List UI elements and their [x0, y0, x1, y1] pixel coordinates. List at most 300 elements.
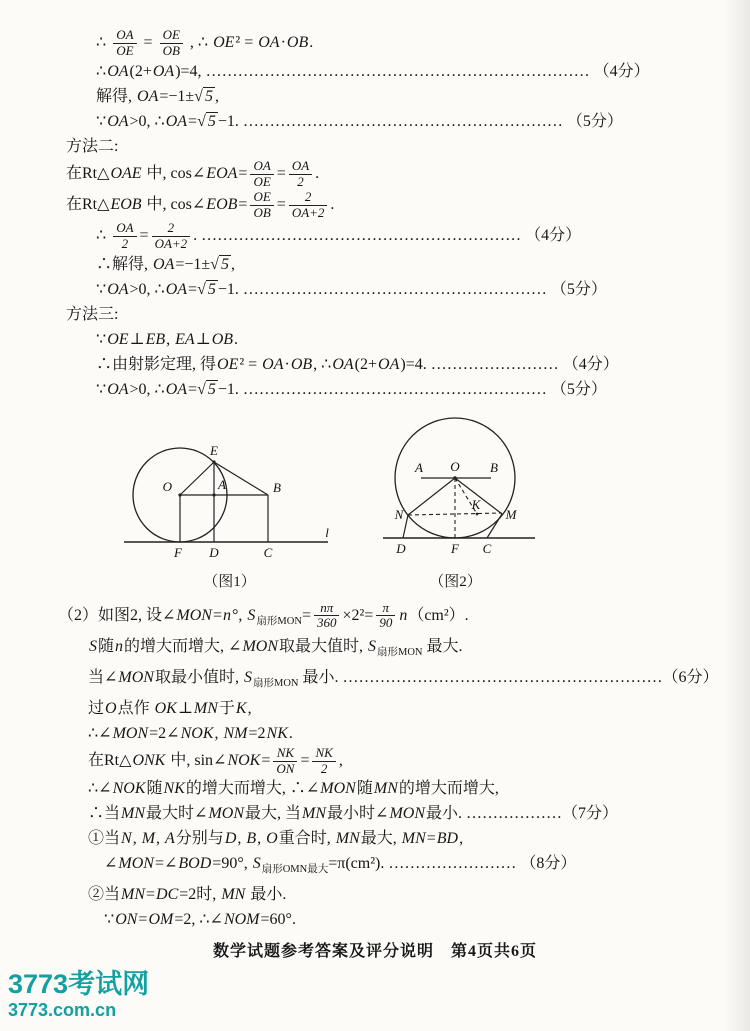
radical-sign: √ — [210, 255, 219, 273]
fig2-label-A: A — [415, 459, 423, 475]
math-variable: BD — [436, 830, 459, 848]
fig1-label-D: D — [209, 544, 219, 560]
subscript: 扇形OMN最大 — [261, 864, 329, 876]
content-line — [96, 277, 708, 302]
math-text: ∵ — [96, 330, 107, 348]
math-variable: S — [89, 637, 97, 655]
math-text: 过 — [88, 699, 105, 717]
math-text: = — [212, 606, 223, 624]
fraction-denominator: OE — [116, 42, 134, 58]
solution-lines-bottom — [58, 599, 719, 933]
radical-sign: √ — [194, 87, 203, 105]
radical-sign: √ — [197, 380, 206, 398]
math-text: (2+ — [129, 62, 152, 80]
radicand: 5 — [207, 112, 216, 130]
math-variable: OK — [154, 699, 177, 717]
math-variable: OA — [107, 112, 129, 130]
math-text: 在Rt△ — [66, 195, 110, 213]
math-variable: S — [244, 668, 252, 686]
math-text: , — [257, 830, 266, 848]
math-variable: OA — [153, 255, 175, 273]
content-line — [66, 190, 708, 221]
math-text: 中, sin∠ — [166, 751, 227, 769]
math-variable: OB — [290, 355, 313, 373]
math-text: . — [309, 34, 314, 52]
content-line — [96, 59, 708, 84]
math-text: ∴ — [96, 226, 111, 244]
content-line — [96, 252, 708, 277]
math-text: 当∠ — [88, 668, 118, 686]
math-variable: MON — [208, 805, 244, 823]
math-text: = — [261, 751, 271, 769]
figures-row — [122, 410, 708, 591]
math-text: …………………………………………………… — [342, 668, 663, 686]
math-variable: OA — [332, 355, 354, 373]
math-text: （2）如图2, 设∠ — [58, 606, 176, 624]
math-variable: MON — [389, 805, 425, 823]
math-text: = — [300, 751, 310, 769]
math-text: . — [315, 164, 320, 182]
math-text: （cm²）. — [408, 606, 469, 624]
math-variable: DC — [156, 886, 179, 904]
math-text: , — [230, 255, 235, 273]
fraction-denominator: OA+2 — [291, 204, 325, 220]
content-line — [96, 221, 708, 252]
math-text: . — [330, 195, 335, 213]
math-text: · — [280, 34, 286, 52]
math-text: （5分） — [546, 380, 607, 398]
math-text: ①当 — [88, 830, 121, 848]
math-text: , — [237, 830, 246, 848]
math-text: =60°. — [260, 911, 296, 929]
math-variable: MON — [320, 780, 356, 798]
content-line — [96, 28, 708, 59]
math-text: = — [146, 886, 156, 904]
fraction — [273, 746, 297, 777]
math-variable: OE — [107, 330, 129, 348]
math-text: , — [156, 830, 165, 848]
figure-2-caption: （图2） — [429, 573, 482, 590]
math-text: ×2²= — [342, 606, 374, 624]
math-text: 最大时∠ — [146, 805, 208, 823]
fraction-denominator: 90 — [379, 615, 393, 631]
math-text: 取最小值时, — [154, 668, 243, 686]
content-line — [88, 776, 708, 801]
fraction-numerator: nπ — [314, 601, 340, 617]
math-text: …………………… — [430, 355, 559, 373]
math-text: =90°, — [212, 855, 252, 873]
content-line — [88, 696, 708, 721]
math-text: 最大, — [360, 830, 401, 848]
fig1-label-l: l — [325, 524, 329, 540]
math-variable: MON — [118, 855, 154, 873]
math-variable: MN — [335, 830, 360, 848]
fraction-numerator: NK — [273, 746, 297, 762]
math-text: ∴当 — [88, 805, 121, 823]
math-variable: n — [399, 606, 408, 624]
math-text: 取最大值时, — [279, 637, 368, 655]
math-variable: MON — [118, 668, 154, 686]
math-text: …………………………………………………… — [242, 112, 563, 130]
fraction-numerator: π — [376, 601, 395, 617]
fig1-label-O: O — [162, 478, 172, 494]
math-text: , — [459, 830, 464, 848]
content-line — [58, 601, 708, 634]
math-variable: S — [247, 606, 256, 624]
fraction-denominator: 2 — [297, 173, 304, 189]
fig2-label-F: F — [451, 540, 459, 556]
fraction-numerator: OA — [289, 159, 312, 175]
math-text: ∴∠ — [88, 724, 112, 742]
math-text: 的增大而增大, ∠ — [124, 637, 242, 655]
math-variable: N — [121, 830, 132, 848]
square-root — [210, 252, 231, 277]
content-line — [88, 665, 719, 696]
math-text: ∴∠ — [88, 780, 112, 798]
fraction-numerator: NK — [312, 746, 335, 762]
math-variable: B — [246, 830, 257, 848]
math-text: ² = — [239, 355, 262, 373]
math-text: , ∴ — [313, 355, 332, 373]
math-variable: K — [235, 699, 247, 717]
math-variable: OB — [286, 34, 309, 52]
math-text: = — [238, 195, 248, 213]
square-root — [197, 277, 218, 302]
math-text: 随 — [98, 637, 115, 655]
math-text: 方法三: — [66, 305, 119, 323]
math-text: （4分） — [558, 355, 619, 373]
content-line — [96, 377, 708, 402]
watermark — [8, 969, 149, 1021]
content-line — [66, 134, 708, 159]
math-text: °, — [232, 606, 247, 624]
math-variable: n — [115, 637, 124, 655]
math-text: = — [238, 164, 248, 182]
math-variable: OAE — [110, 164, 142, 182]
math-text: ∴解得, — [96, 255, 153, 273]
math-variable: MN — [121, 886, 146, 904]
math-variable: NK — [163, 780, 185, 798]
math-text: = — [276, 164, 286, 182]
page-footer: 数学试题参考答案及评分说明 第4页共6页 — [212, 943, 537, 960]
content-line — [88, 746, 708, 777]
math-variable: OA — [137, 87, 159, 105]
math-text: ………………………………………………… — [242, 280, 547, 298]
fraction-denominator: OB — [162, 42, 180, 58]
math-text: 最小. — [298, 668, 343, 686]
math-text: >0, ∴ — [129, 112, 165, 130]
math-text: 在Rt△ — [88, 751, 132, 769]
radical-sign: √ — [197, 112, 206, 130]
math-variable: NOK — [180, 724, 214, 742]
math-text: =2时, — [179, 886, 221, 904]
fraction-numerator: OA — [113, 28, 136, 44]
math-text: ² = — [235, 34, 258, 52]
figure-1 — [122, 416, 337, 591]
square-root — [194, 84, 215, 109]
fig2-label-M: M — [505, 506, 517, 522]
fraction-denominator: OE — [253, 173, 271, 189]
math-variable: O — [266, 830, 278, 848]
math-text: 最大. — [422, 637, 463, 655]
math-variable: EB — [145, 330, 166, 348]
math-variable: OA — [165, 380, 188, 398]
fraction — [113, 221, 136, 252]
fraction — [312, 746, 335, 777]
math-text: ⊥ — [177, 699, 193, 717]
math-variable: NK — [266, 724, 288, 742]
math-text: =π(cm²). — [328, 855, 389, 873]
watermark-site-name: 3773考试网 — [8, 969, 150, 1000]
fig2-label-O: O — [450, 458, 460, 474]
math-variable: NOM — [223, 911, 260, 929]
math-text: 随 — [146, 780, 163, 798]
fraction-numerator: 2 — [289, 190, 328, 206]
math-text: , ∴ — [185, 34, 213, 52]
math-text: ∠ — [104, 855, 118, 873]
radicand: 5 — [220, 255, 229, 273]
math-variable: OM — [148, 911, 174, 929]
math-text: 分别与 — [175, 830, 224, 848]
radicand: 5 — [207, 280, 216, 298]
math-text: ∴ — [96, 34, 111, 52]
math-variable: OA — [258, 34, 280, 52]
math-text: = — [188, 112, 198, 130]
solution-lines-top — [58, 28, 708, 402]
math-text: （5分） — [546, 280, 607, 298]
math-text: （8分） — [516, 855, 577, 873]
watermark-site-url: 3773.com.cn — [8, 1000, 117, 1021]
math-variable: MN — [193, 699, 218, 717]
math-text: −1. — [217, 380, 243, 398]
math-text: = — [301, 606, 311, 624]
math-text: ∴由射影定理, 得 — [96, 355, 217, 373]
math-text: ……………………………………………………………… — [205, 62, 590, 80]
math-text: ⊥ — [129, 330, 145, 348]
math-text: （5分） — [562, 112, 623, 130]
answer-content — [58, 27, 719, 932]
math-text: (2+ — [354, 355, 378, 373]
math-variable: OA — [165, 280, 188, 298]
math-text: 中, cos∠ — [142, 164, 206, 182]
math-text: . — [234, 330, 239, 348]
math-text: . — [193, 226, 202, 244]
math-variable: OE — [213, 34, 235, 52]
math-text: . — [288, 724, 293, 742]
square-root — [197, 109, 218, 134]
math-text: 方法二: — [66, 137, 119, 155]
math-variable: ONK — [132, 751, 166, 769]
math-variable: MN — [302, 805, 327, 823]
subscript: 扇形MON — [253, 677, 299, 689]
math-text: , — [247, 699, 252, 717]
math-text: = — [139, 34, 157, 52]
radicand: 5 — [204, 87, 213, 105]
fraction-denominator: 2 — [121, 235, 129, 251]
math-text: >0, ∴ — [129, 380, 165, 398]
fraction — [376, 601, 395, 632]
math-text: （6分） — [662, 668, 719, 686]
fraction — [289, 190, 328, 221]
fig1-label-C: C — [263, 544, 273, 560]
fraction-denominator: 2 — [320, 760, 328, 776]
math-text: ………………………………………………… — [242, 380, 547, 398]
radicand: 5 — [207, 380, 216, 398]
math-variable: MON — [242, 637, 278, 655]
square-root — [197, 377, 218, 402]
math-text: 点作 — [117, 699, 154, 717]
math-text: 中, cos∠ — [142, 195, 206, 213]
fig1-label-E: E — [210, 442, 218, 458]
math-variable: MN — [221, 886, 246, 904]
math-text: >0, ∴ — [129, 280, 165, 298]
math-variable: MN — [401, 830, 426, 848]
math-text: = — [426, 830, 436, 848]
content-line — [96, 109, 708, 134]
fraction — [250, 159, 273, 190]
math-text: ∵ — [104, 911, 115, 929]
math-text: = — [139, 226, 149, 244]
math-variable: OE — [217, 355, 239, 373]
math-text: ……………… — [466, 805, 563, 823]
fraction — [113, 28, 136, 59]
math-variable: OA — [107, 280, 129, 298]
math-variable: EOB — [206, 195, 238, 213]
math-text: ∴ — [96, 62, 107, 80]
math-text: …………………… — [388, 855, 517, 873]
math-variable: A — [165, 830, 175, 848]
figure-2-drawing — [363, 410, 548, 568]
math-variable: OA — [165, 112, 188, 130]
fraction-denominator: OB — [253, 204, 271, 220]
fraction — [160, 28, 183, 59]
content-line — [66, 159, 708, 190]
radical-sign: √ — [197, 280, 206, 298]
math-variable: M — [141, 830, 156, 848]
figure-2 — [363, 410, 548, 591]
math-text: )=4, — [175, 62, 206, 80]
math-variable: S — [252, 855, 261, 873]
figure-1-caption: （图1） — [203, 573, 256, 590]
fraction-denominator: OA+2 — [154, 235, 188, 251]
math-text: 最小. — [426, 805, 467, 823]
math-text: （7分） — [562, 805, 619, 823]
math-variable: MN — [121, 805, 146, 823]
math-variable: NOK — [227, 751, 261, 769]
math-text: −1. — [217, 280, 243, 298]
math-variable: D — [224, 830, 237, 848]
math-variable: OA — [378, 355, 400, 373]
math-variable: MON — [112, 724, 149, 742]
math-text: 最大, 当 — [245, 805, 302, 823]
fig1-label-A: A — [218, 476, 226, 492]
math-text: （4分） — [521, 226, 582, 244]
fraction-denominator: ON — [276, 760, 295, 776]
content-line — [88, 721, 708, 746]
math-text: = — [276, 195, 286, 213]
math-text: , — [166, 330, 175, 348]
math-text: 于 — [218, 699, 235, 717]
math-variable: NM — [223, 724, 248, 742]
math-variable: EOB — [110, 195, 142, 213]
math-text: ②当 — [88, 886, 121, 904]
fraction-denominator: 360 — [316, 615, 337, 631]
figure-1-drawing — [122, 416, 337, 568]
math-text: = — [138, 911, 148, 929]
math-variable: EA — [175, 330, 195, 348]
math-text: =2 — [248, 724, 266, 742]
fig2-label-C: C — [482, 540, 492, 556]
content-line — [104, 907, 708, 932]
content-line — [66, 302, 708, 327]
content-line — [88, 801, 708, 826]
fraction-numerator: OE — [250, 190, 273, 206]
content-line — [88, 826, 708, 851]
math-text: = — [188, 380, 198, 398]
math-text: , — [132, 830, 141, 848]
math-text: ∵ — [96, 112, 107, 130]
fraction — [314, 601, 340, 632]
math-variable: MON — [176, 606, 212, 624]
fraction-numerator: 2 — [152, 221, 191, 237]
math-text: （4分） — [589, 62, 650, 80]
math-text: ∵ — [96, 380, 107, 398]
math-text: 重合时, — [278, 830, 335, 848]
math-variable: OB — [211, 330, 234, 348]
math-variable: ON — [115, 911, 138, 929]
fraction-numerator: OE — [160, 28, 183, 44]
math-text: =2∠ — [149, 724, 180, 742]
math-text: 最小时∠ — [327, 805, 389, 823]
content-line — [104, 851, 708, 882]
fraction-numerator: OA — [250, 159, 273, 175]
math-text: 解得, — [96, 87, 137, 105]
fig1-label-F: F — [174, 544, 182, 560]
math-variable: n — [223, 606, 232, 624]
math-variable: S — [368, 637, 377, 655]
math-text: =−1± — [175, 255, 211, 273]
math-text: 随 — [356, 780, 373, 798]
math-text: 的增大而增大, ∴∠ — [185, 780, 320, 798]
math-variable: MN — [373, 780, 398, 798]
fig2-label-B: B — [490, 459, 498, 475]
math-text: ∵ — [96, 280, 107, 298]
math-text: ⊥ — [195, 330, 211, 348]
math-text: 最小. — [246, 886, 287, 904]
content-line — [96, 327, 708, 352]
math-text: …………………………………………………… — [201, 226, 522, 244]
content-line — [96, 84, 708, 109]
math-variable: O — [105, 699, 117, 717]
fig2-label-D: D — [396, 540, 406, 556]
math-text: =−1± — [159, 87, 195, 105]
fig2-label-K: K — [471, 496, 481, 512]
math-variable: OA — [152, 62, 175, 80]
fraction-numerator: OA — [113, 221, 136, 237]
math-text: · — [284, 355, 290, 373]
math-variable: NOK — [112, 780, 146, 798]
fig1-label-B: B — [273, 479, 281, 495]
content-line — [88, 634, 708, 665]
content-line — [88, 882, 708, 907]
fraction — [250, 190, 273, 221]
math-text: =∠ — [154, 855, 178, 873]
math-text: = — [188, 280, 198, 298]
math-variable: OA — [107, 62, 129, 80]
math-text: −1. — [217, 112, 243, 130]
math-text: , — [214, 87, 219, 105]
subscript: 扇形MON — [256, 615, 302, 627]
